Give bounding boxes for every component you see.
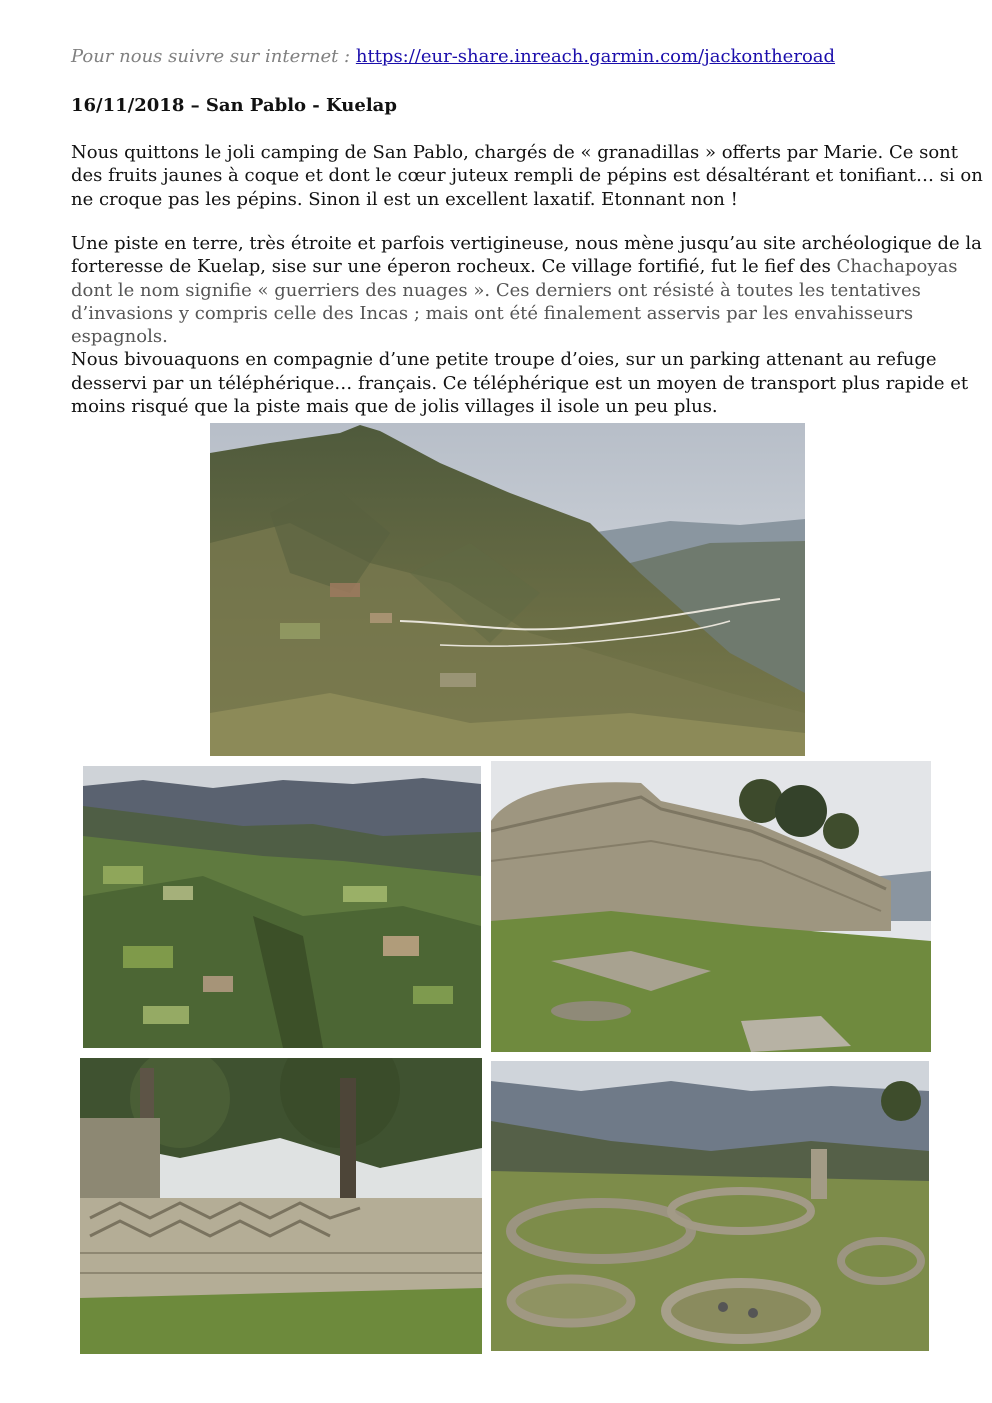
photo-mountain-road <box>210 423 805 756</box>
text-line <box>71 279 951 302</box>
photo-carved-wall <box>80 1058 482 1354</box>
chachapoyas-term: Chachapoyas <box>836 256 958 278</box>
photo-circular-ruins <box>491 1061 929 1351</box>
text-line: Une piste en terre, très étroite et parfois vertigineuse, nous mène jusqu’au site archéologique de la <box>71 233 982 254</box>
photo-fortress-wall <box>491 761 931 1052</box>
text-line: desservi par un téléphérique… français. Ce téléphérique est un moyen de transport plus rapide et <box>71 372 969 394</box>
text-line: moins risqué que la piste mais que de jolis villages il isole un peu plus. <box>71 396 718 418</box>
paragraph-kuelap <box>71 232 982 418</box>
text-segment: dont le nom signifie « guerriers des nuages » <box>71 279 485 301</box>
text-segment: . Ces derniers ont résisté à toutes les tentatives <box>484 279 921 301</box>
text-line: des fruits jaunes à coque et dont le cœur juteux rempli de pépins est désaltérant et tonifiant… si on <box>71 165 983 187</box>
text-line: espagnols. <box>71 326 168 348</box>
photo-green-valley <box>83 766 481 1048</box>
text-line: d’invasions y compris celle des Incas ; mais ont été finalement asservis par les envahisseurs <box>71 302 914 324</box>
text-line: Nous quittons le joli camping de San Pablo, chargés de « granadillas » offerts par Marie. Ce sont <box>71 142 959 163</box>
tracking-link[interactable]: https://eur-share.inreach.garmin.com/jackontheroad <box>355 46 836 67</box>
entry-title: 16/11/2018 – San Pablo - Kuelap <box>71 95 397 116</box>
text-line <box>71 255 958 278</box>
text-segment: forteresse de Kuelap, sise sur une éperon rocheux. Ce village fortifié, fut le fief des <box>71 256 837 278</box>
follow-label: Pour nous suivre sur internet : <box>71 46 351 67</box>
text-line: Nous bivouaquons en compagnie d’une petite troupe d’oies, sur un parking attenant au refuge <box>71 349 937 371</box>
paragraph-granadillas <box>71 141 983 211</box>
text-line: ne croque pas les pépins. Sinon il est un excellent laxatif. Etonnant non ! <box>71 188 738 210</box>
follow-line <box>71 46 835 67</box>
